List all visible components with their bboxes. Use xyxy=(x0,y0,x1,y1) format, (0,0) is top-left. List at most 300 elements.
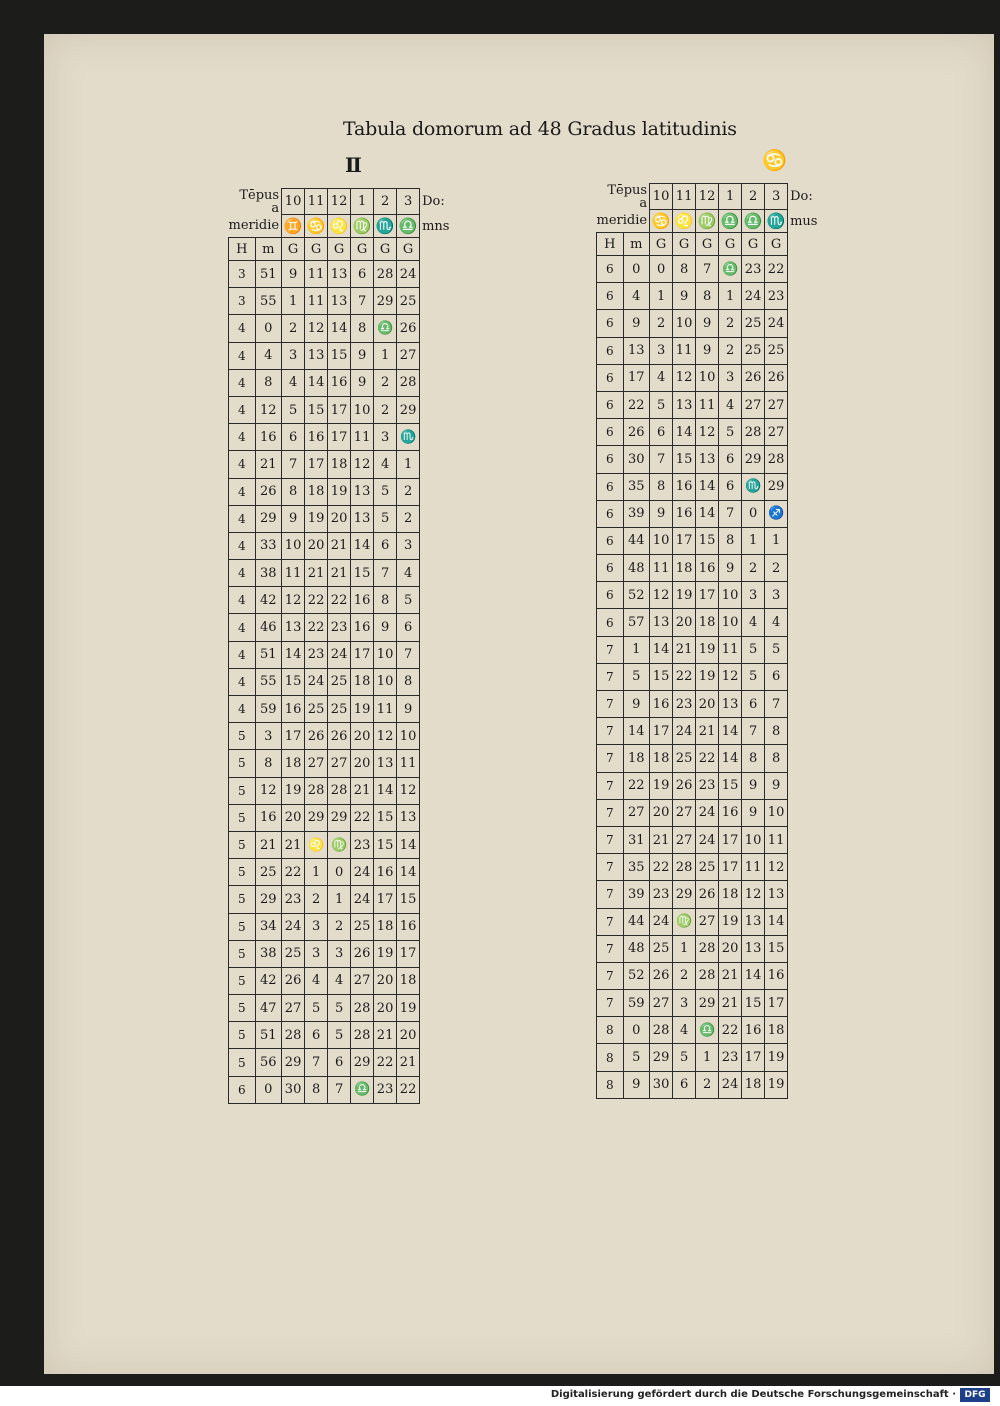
table-cell: 27 xyxy=(765,419,788,446)
table-cell: 12 xyxy=(255,777,282,804)
table-row xyxy=(229,369,450,396)
table-cell: 25 xyxy=(765,337,788,364)
table-cell: 17 xyxy=(397,940,420,967)
table-cell: 5 xyxy=(229,750,256,777)
table-cell: ♏ xyxy=(742,473,765,500)
table-cell: 21 xyxy=(650,826,673,853)
table-row xyxy=(597,826,818,853)
table-cell: 26 xyxy=(765,364,788,391)
table-cell: 16 xyxy=(765,962,788,989)
table-cell: 20 xyxy=(673,609,696,636)
table-cell: 7 xyxy=(765,691,788,718)
table-row xyxy=(597,446,818,473)
table-cell: 4 xyxy=(374,451,397,478)
table-cell: 6 xyxy=(397,614,420,641)
table-cell: 5 xyxy=(650,391,673,418)
table-cell: 20 xyxy=(374,995,397,1022)
table-cell: 3 xyxy=(650,337,673,364)
table-row xyxy=(229,261,450,288)
table-cell: 12 xyxy=(374,723,397,750)
table-cell: 7 xyxy=(397,641,420,668)
table-cell: 3 xyxy=(229,288,256,315)
table-cell: 7 xyxy=(719,500,742,527)
table-cell: 4 xyxy=(229,641,256,668)
zodiac-sign: ♌ xyxy=(328,215,351,238)
table-cell: 48 xyxy=(623,935,650,962)
table-row xyxy=(229,1022,450,1049)
table-cell: 3 xyxy=(397,532,420,559)
table-cell: 12 xyxy=(351,451,374,478)
table-cell: 2 xyxy=(742,555,765,582)
table-cell: 4 xyxy=(229,451,256,478)
table-cell: 20 xyxy=(351,723,374,750)
table-cell: 0 xyxy=(742,500,765,527)
table-cell: 15 xyxy=(374,804,397,831)
table-cell: 52 xyxy=(623,582,650,609)
table-cell: 3 xyxy=(305,913,328,940)
table-cell: 25 xyxy=(696,854,719,881)
table-cell: 3 xyxy=(255,723,282,750)
table-row xyxy=(229,804,450,831)
table-cell: 28 xyxy=(397,369,420,396)
table-cell: 19 xyxy=(696,663,719,690)
table-cell: 24 xyxy=(650,908,673,935)
table-cell: 1 xyxy=(673,935,696,962)
table-cell: ♐ xyxy=(765,500,788,527)
table-cell: 12 xyxy=(305,315,328,342)
table-cell: 22 xyxy=(351,804,374,831)
table-row xyxy=(229,560,450,587)
table-cell: 5 xyxy=(374,505,397,532)
table-cell: 52 xyxy=(623,962,650,989)
table-cell: 17 xyxy=(719,854,742,881)
table-cell: 4 xyxy=(229,315,256,342)
table-cell: 22 xyxy=(765,256,788,283)
table-cell: 11 xyxy=(397,750,420,777)
table-cell: 8 xyxy=(765,718,788,745)
table-cell: 2 xyxy=(305,886,328,913)
table-cell: 1 xyxy=(305,859,328,886)
table-cell: 20 xyxy=(696,691,719,718)
house-number: 10 xyxy=(650,184,673,210)
table-cell: 18 xyxy=(650,745,673,772)
zodiac-sign: ♏ xyxy=(765,210,788,233)
table-cell: 28 xyxy=(282,1022,305,1049)
table-cell: 25 xyxy=(673,745,696,772)
table-cell: 3 xyxy=(673,990,696,1017)
house-number: 11 xyxy=(305,189,328,215)
table-cell: 25 xyxy=(328,668,351,695)
table-row xyxy=(229,696,450,723)
table-cell: 14 xyxy=(696,500,719,527)
table-cell: 13 xyxy=(282,614,305,641)
table-cell: 26 xyxy=(742,364,765,391)
table-cell: 55 xyxy=(255,668,282,695)
table-cell: 14 xyxy=(650,636,673,663)
table-cell: 16 xyxy=(673,473,696,500)
table-cell: 6 xyxy=(597,364,624,391)
table-cell: 25 xyxy=(328,696,351,723)
zodiac-sign: ♊ xyxy=(282,215,305,238)
table-cell: 4 xyxy=(229,668,256,695)
table-cell: 5 xyxy=(719,419,742,446)
table-row xyxy=(229,478,450,505)
table-cell: 5 xyxy=(742,636,765,663)
table-cell: 29 xyxy=(650,1044,673,1071)
table-cell: 16 xyxy=(742,1017,765,1044)
table-row xyxy=(229,831,450,858)
table-cell: 4 xyxy=(229,614,256,641)
table-cell: 11 xyxy=(282,560,305,587)
table-cell: 15 xyxy=(282,668,305,695)
table-cell: 11 xyxy=(742,854,765,881)
table-row xyxy=(229,913,450,940)
table-cell: 5 xyxy=(229,859,256,886)
table-cell: 0 xyxy=(328,859,351,886)
table-cell: 15 xyxy=(673,446,696,473)
table-cell: 13 xyxy=(351,505,374,532)
table-cell: 31 xyxy=(623,826,650,853)
table-cell: 20 xyxy=(328,505,351,532)
table-cell: 9 xyxy=(623,310,650,337)
table-cell: 2 xyxy=(282,315,305,342)
table-cell: 9 xyxy=(696,337,719,364)
table-cell: 20 xyxy=(719,935,742,962)
zodiac-sign: ♎ xyxy=(397,215,420,238)
table-cell: 8 xyxy=(742,745,765,772)
table-cell: 16 xyxy=(650,691,673,718)
table-cell: 39 xyxy=(623,881,650,908)
table-cell: 8 xyxy=(673,256,696,283)
table-cell: 1 xyxy=(719,283,742,310)
table-cell: 23 xyxy=(650,881,673,908)
table-cell: 19 xyxy=(673,582,696,609)
table-cell: 17 xyxy=(328,424,351,451)
table-cell: 7 xyxy=(597,663,624,690)
table-row xyxy=(597,1017,818,1044)
table-row xyxy=(597,881,818,908)
table-cell: 21 xyxy=(719,962,742,989)
table-cell: 4 xyxy=(305,967,328,994)
table-cell: 9 xyxy=(282,505,305,532)
table-cell: 18 xyxy=(623,745,650,772)
table-cell: 16 xyxy=(328,369,351,396)
table-cell: 7 xyxy=(597,691,624,718)
table-cell: 23 xyxy=(696,772,719,799)
table-cell: 24 xyxy=(673,718,696,745)
table-cell: 24 xyxy=(765,310,788,337)
table-row xyxy=(229,668,450,695)
table-row xyxy=(229,1049,450,1076)
table-row xyxy=(229,995,450,1022)
table-row xyxy=(597,283,818,310)
table-cell: 12 xyxy=(719,663,742,690)
table-cell: 13 xyxy=(328,288,351,315)
table-cell: 18 xyxy=(696,609,719,636)
zodiac-sign: ♌ xyxy=(673,210,696,233)
table-cell: 17 xyxy=(719,826,742,853)
table-cell: 18 xyxy=(328,451,351,478)
table-cell: 1 xyxy=(696,1044,719,1071)
table-cell: 3 xyxy=(374,424,397,451)
table-cell: 20 xyxy=(351,750,374,777)
table-cell: 14 xyxy=(328,315,351,342)
table-cell: 51 xyxy=(255,261,282,288)
table-cell: 9 xyxy=(623,1071,650,1098)
table-cell: 1 xyxy=(374,342,397,369)
table-cell: 0 xyxy=(623,1017,650,1044)
time-label: Tēpus a xyxy=(239,187,280,216)
table-row xyxy=(229,641,450,668)
table-cell: 20 xyxy=(282,804,305,831)
table-cell: 21 xyxy=(397,1049,420,1076)
table-cell: 24 xyxy=(719,1071,742,1098)
table-cell: 3 xyxy=(328,940,351,967)
table-cell: 30 xyxy=(623,446,650,473)
table-cell: 7 xyxy=(597,636,624,663)
table-cell: 14 xyxy=(623,718,650,745)
table-cell: 18 xyxy=(282,750,305,777)
table-cell: 8 xyxy=(765,745,788,772)
table-cell: 8 xyxy=(597,1017,624,1044)
table-cell: 7 xyxy=(597,854,624,881)
table-cell: 13 xyxy=(623,337,650,364)
table-cell: 26 xyxy=(623,419,650,446)
table-cell: 7 xyxy=(597,881,624,908)
table-cell: 2 xyxy=(673,962,696,989)
table-cell: 12 xyxy=(696,419,719,446)
table-cell: 9 xyxy=(696,310,719,337)
table-cell: 4 xyxy=(229,424,256,451)
table-cell: 12 xyxy=(255,396,282,423)
table-cell: ♌ xyxy=(305,831,328,858)
table-cell: 8 xyxy=(597,1071,624,1098)
table-cell: 4 xyxy=(397,560,420,587)
table-cell: 7 xyxy=(282,451,305,478)
table-cell: 8 xyxy=(255,369,282,396)
table-cell: 26 xyxy=(351,940,374,967)
table-cell: 9 xyxy=(397,696,420,723)
table-cell: 25 xyxy=(282,940,305,967)
table-cell: 38 xyxy=(255,560,282,587)
table-cell: 5 xyxy=(229,723,256,750)
meridie-label: meridie xyxy=(228,218,280,234)
table-row xyxy=(229,723,450,750)
table-cell: 2 xyxy=(696,1071,719,1098)
table-cell: 22 xyxy=(623,391,650,418)
unit-header: G xyxy=(742,233,765,256)
table-row xyxy=(229,505,450,532)
house-number: 11 xyxy=(673,184,696,210)
table-cell: 26 xyxy=(255,478,282,505)
table-cell: 6 xyxy=(597,446,624,473)
table-cell: 2 xyxy=(719,310,742,337)
table-cell: 5 xyxy=(229,804,256,831)
table-cell: 59 xyxy=(255,696,282,723)
table-cell: 10 xyxy=(351,396,374,423)
table-cell: 22 xyxy=(650,854,673,881)
table-cell: ♎ xyxy=(374,315,397,342)
table-cell: 25 xyxy=(397,288,420,315)
table-cell: 12 xyxy=(742,881,765,908)
header-row-numbers xyxy=(229,189,450,215)
table-cell: 7 xyxy=(696,256,719,283)
table-cell: 16 xyxy=(719,799,742,826)
table-row xyxy=(597,364,818,391)
table-cell: 29 xyxy=(397,396,420,423)
table-cell: 9 xyxy=(742,799,765,826)
table-cell: 3 xyxy=(765,582,788,609)
table-cell: 23 xyxy=(282,886,305,913)
table-cell: 8 xyxy=(282,478,305,505)
table-cell: 13 xyxy=(742,908,765,935)
table-cell: 28 xyxy=(351,995,374,1022)
table-cell: 8 xyxy=(397,668,420,695)
table-cell: 4 xyxy=(719,391,742,418)
table-cell: 5 xyxy=(305,995,328,1022)
table-cell: 22 xyxy=(305,587,328,614)
table-cell: 19 xyxy=(374,940,397,967)
table-cell: 28 xyxy=(650,1017,673,1044)
table-cell: 9 xyxy=(282,261,305,288)
unit-header: G xyxy=(696,233,719,256)
table-cell: 5 xyxy=(229,1022,256,1049)
table-cell: 35 xyxy=(623,854,650,881)
table-cell: 26 xyxy=(305,723,328,750)
table-cell: 16 xyxy=(374,859,397,886)
table-cell: 0 xyxy=(255,315,282,342)
house-number: 2 xyxy=(374,189,397,215)
table-cell: 30 xyxy=(282,1076,305,1103)
table-row xyxy=(229,614,450,641)
table-cell: 10 xyxy=(696,364,719,391)
house-number: 3 xyxy=(397,189,420,215)
table-cell: 11 xyxy=(673,337,696,364)
table-cell: 28 xyxy=(673,854,696,881)
table-cell: 10 xyxy=(374,641,397,668)
table-cell: 8 xyxy=(696,283,719,310)
house-number: 1 xyxy=(351,189,374,215)
table-row xyxy=(597,582,818,609)
time-label: Tēpus a xyxy=(607,182,648,211)
table-cell: 19 xyxy=(282,777,305,804)
table-cell: 7 xyxy=(597,799,624,826)
table-cell: ♍ xyxy=(673,908,696,935)
table-cell: 24 xyxy=(351,886,374,913)
table-cell: 18 xyxy=(397,967,420,994)
table-cell: 17 xyxy=(673,527,696,554)
table-cell: 21 xyxy=(328,560,351,587)
table-cell: 4 xyxy=(229,396,256,423)
table-cell: 29 xyxy=(282,1049,305,1076)
table-cell: 27 xyxy=(742,391,765,418)
table-cell: 13 xyxy=(765,881,788,908)
table-cell: 6 xyxy=(374,532,397,559)
table-cell: 4 xyxy=(229,696,256,723)
table-cell: 19 xyxy=(650,772,673,799)
table-row xyxy=(597,908,818,935)
table-cell: 16 xyxy=(255,424,282,451)
table-cell: 22 xyxy=(328,587,351,614)
unit-header: G xyxy=(305,238,328,261)
table-cell: 29 xyxy=(328,804,351,831)
table-cell: 2 xyxy=(374,369,397,396)
table-cell: 27 xyxy=(696,908,719,935)
table-cell: 6 xyxy=(597,527,624,554)
table-cell: 17 xyxy=(765,990,788,1017)
table-cell: 29 xyxy=(765,473,788,500)
table-row xyxy=(229,886,450,913)
table-cell: 6 xyxy=(719,473,742,500)
table-cell: 13 xyxy=(696,446,719,473)
table-cell: 10 xyxy=(374,668,397,695)
table-cell: 4 xyxy=(742,609,765,636)
table-cell: 7 xyxy=(305,1049,328,1076)
header-row-signs xyxy=(597,210,818,233)
table-cell: 7 xyxy=(597,908,624,935)
table-cell: 5 xyxy=(328,995,351,1022)
table-cell: 42 xyxy=(255,967,282,994)
unit-header: G xyxy=(719,233,742,256)
table-cell: 7 xyxy=(597,962,624,989)
unit-header: G xyxy=(765,233,788,256)
table-row xyxy=(597,962,818,989)
table-cell: 29 xyxy=(742,446,765,473)
table-cell: ♎ xyxy=(719,256,742,283)
table-cell: 22 xyxy=(696,745,719,772)
table-cell: 6 xyxy=(597,419,624,446)
table-cell: 17 xyxy=(351,641,374,668)
unit-header: G xyxy=(282,238,305,261)
table-cell: 1 xyxy=(282,288,305,315)
table-cell: 5 xyxy=(229,777,256,804)
table-row xyxy=(597,663,818,690)
table-cell: 25 xyxy=(255,859,282,886)
table-cell: 14 xyxy=(673,419,696,446)
table-cell: 19 xyxy=(328,478,351,505)
table-cell: 4 xyxy=(650,364,673,391)
table-cell: 26 xyxy=(397,315,420,342)
table-cell: 26 xyxy=(282,967,305,994)
table-cell: 6 xyxy=(597,337,624,364)
table-cell: 3 xyxy=(305,940,328,967)
table-cell: 4 xyxy=(623,283,650,310)
table-cell: 24 xyxy=(696,799,719,826)
table-cell: 11 xyxy=(305,288,328,315)
table-cell: 1 xyxy=(328,886,351,913)
house-number: 10 xyxy=(282,189,305,215)
table-cell: 10 xyxy=(282,532,305,559)
houses-table-gemini xyxy=(228,188,450,1104)
table-row xyxy=(597,935,818,962)
table-cell: 0 xyxy=(623,256,650,283)
table-cell: 21 xyxy=(255,451,282,478)
table-row xyxy=(597,854,818,881)
table-cell: 6 xyxy=(673,1071,696,1098)
table-cell: 21 xyxy=(696,718,719,745)
table-cell: 3 xyxy=(742,582,765,609)
table-cell: 7 xyxy=(597,990,624,1017)
table-cell: 8 xyxy=(650,473,673,500)
table-cell: 26 xyxy=(650,962,673,989)
table-cell: 21 xyxy=(282,831,305,858)
table-cell: 28 xyxy=(765,446,788,473)
table-cell: 5 xyxy=(328,1022,351,1049)
table-cell: 9 xyxy=(719,555,742,582)
table-cell: 46 xyxy=(255,614,282,641)
table-cell: 28 xyxy=(328,777,351,804)
table-cell: 27 xyxy=(673,799,696,826)
